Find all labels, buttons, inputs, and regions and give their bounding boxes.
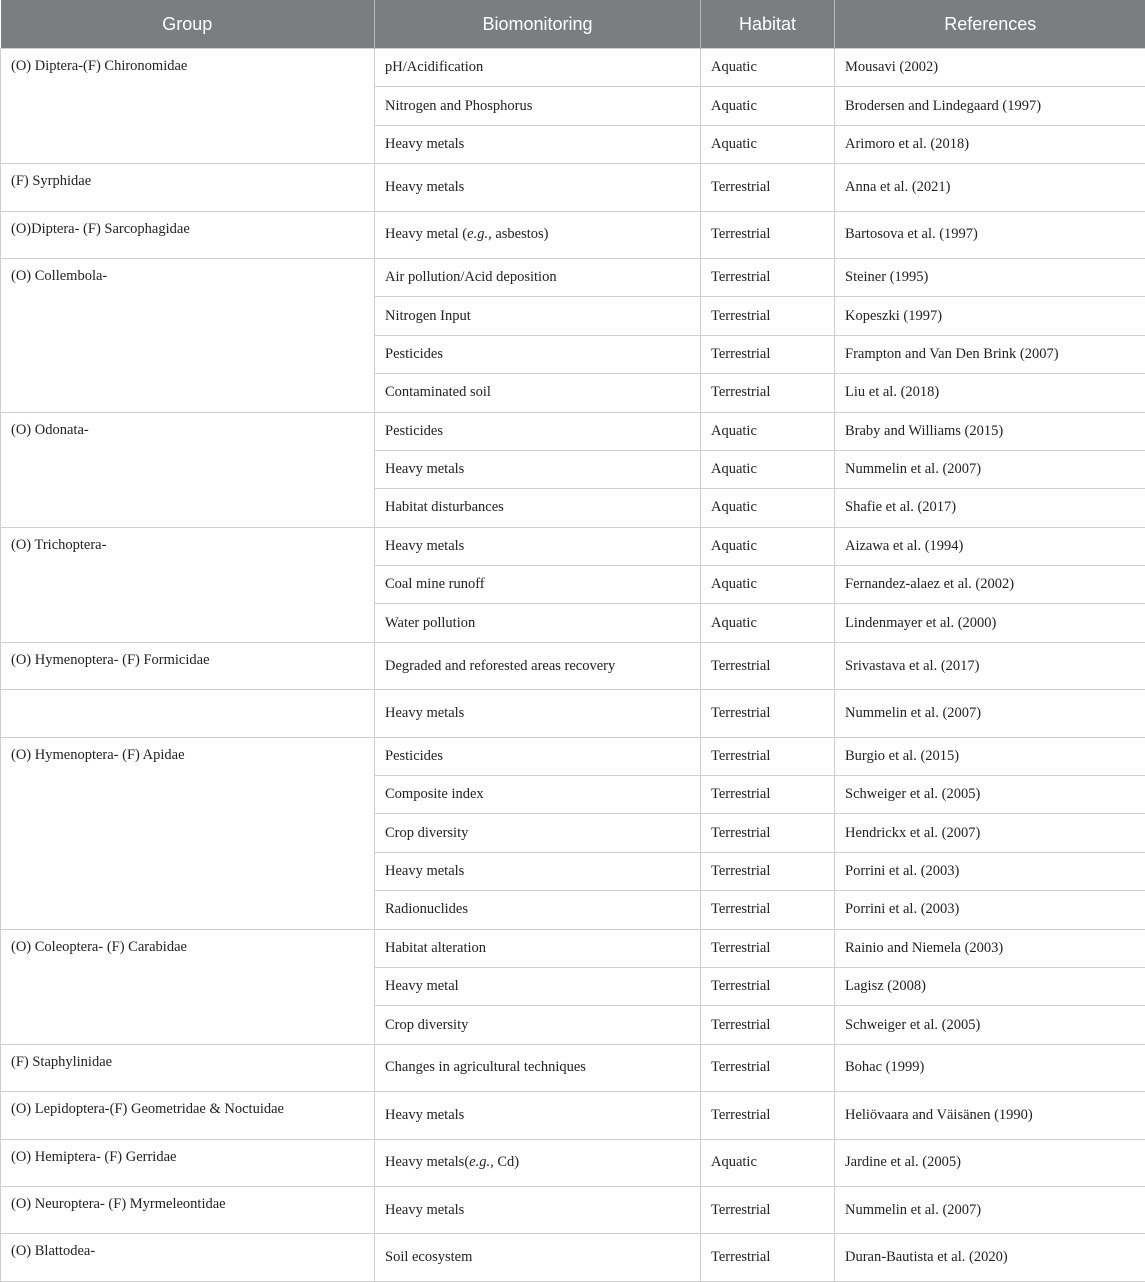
group-cell: (O) Diptera-(F) Chironomidae <box>1 49 375 164</box>
habitat-cell: Aquatic <box>701 489 835 527</box>
header-habitat: Habitat <box>701 0 835 49</box>
group-cell: (O)Diptera- (F) Sarcophagidae <box>1 211 375 258</box>
table-row <box>1 164 1145 211</box>
biomonitoring-cell: Soil ecosystem <box>375 1234 701 1281</box>
table-row <box>1 258 1145 296</box>
reference-cell: Hendrickx et al. (2007) <box>835 814 1145 852</box>
habitat-cell: Terrestrial <box>701 929 835 967</box>
habitat-cell: Terrestrial <box>701 891 835 929</box>
biomonitoring-cell: pH/Acidification <box>375 49 701 87</box>
table-row <box>1 929 1145 967</box>
habitat-cell: Terrestrial <box>701 335 835 373</box>
biomonitoring-cell: Crop diversity <box>375 1006 701 1044</box>
habitat-cell: Terrestrial <box>701 1234 835 1281</box>
table-row <box>1 1044 1145 1091</box>
table-row <box>1 642 1145 689</box>
habitat-cell: Terrestrial <box>701 737 835 775</box>
table-row <box>1 527 1145 565</box>
biomonitoring-text: Heavy metal ( <box>385 226 467 242</box>
habitat-cell: Terrestrial <box>701 258 835 296</box>
reference-cell: Lindenmayer et al. (2000) <box>835 604 1145 642</box>
biomonitoring-cell: Heavy metals <box>375 1092 701 1139</box>
reference-cell: Brodersen and Lindegaard (1997) <box>835 87 1145 125</box>
reference-cell: Heliövaara and Väisänen (1990) <box>835 1092 1145 1139</box>
biomonitoring-cell: Heavy metals <box>375 690 701 737</box>
header-references: References <box>835 0 1145 49</box>
biomonitoring-cell: Radionuclides <box>375 891 701 929</box>
reference-cell: Duran-Bautista et al. (2020) <box>835 1234 1145 1281</box>
reference-cell: Srivastava et al. (2017) <box>835 642 1145 689</box>
table-row <box>1 1234 1145 1281</box>
habitat-cell: Aquatic <box>701 87 835 125</box>
reference-cell: Nummelin et al. (2007) <box>835 690 1145 737</box>
biomonitoring-cell: Pesticides <box>375 335 701 373</box>
reference-cell: Arimoro et al. (2018) <box>835 125 1145 163</box>
habitat-cell: Aquatic <box>701 527 835 565</box>
habitat-cell: Terrestrial <box>701 1044 835 1091</box>
reference-cell: Schweiger et al. (2005) <box>835 1006 1145 1044</box>
biomonitoring-cell: Habitat alteration <box>375 929 701 967</box>
biomonitoring-cell: Pesticides <box>375 737 701 775</box>
biomonitoring-cell: Heavy metals <box>375 164 701 211</box>
biomonitoring-example-abbrev: e.g., <box>469 1154 494 1170</box>
table-row <box>1 1186 1145 1233</box>
reference-cell: Liu et al. (2018) <box>835 374 1145 412</box>
reference-cell: Anna et al. (2021) <box>835 164 1145 211</box>
biomonitoring-cell: Nitrogen Input <box>375 297 701 335</box>
reference-cell: Porrini et al. (2003) <box>835 891 1145 929</box>
reference-cell: Fernandez-alaez et al. (2002) <box>835 566 1145 604</box>
habitat-cell: Terrestrial <box>701 814 835 852</box>
group-cell: (O) Trichoptera- <box>1 527 375 642</box>
group-cell: (O) Odonata- <box>1 412 375 527</box>
habitat-cell: Aquatic <box>701 412 835 450</box>
habitat-cell: Aquatic <box>701 604 835 642</box>
table-row <box>1 211 1145 258</box>
habitat-cell: Terrestrial <box>701 1092 835 1139</box>
biomonitoring-text: Heavy metals( <box>385 1154 469 1170</box>
header-biomonitoring: Biomonitoring <box>375 0 701 49</box>
biomonitoring-cell: Heavy metal <box>375 967 701 1005</box>
reference-cell: Porrini et al. (2003) <box>835 852 1145 890</box>
biomonitoring-cell: Contaminated soil <box>375 374 701 412</box>
biomonitoring-cell: Coal mine runoff <box>375 566 701 604</box>
biomonitoring-cell: Pesticides <box>375 412 701 450</box>
biomonitoring-cell: Changes in agricultural techniques <box>375 1044 701 1091</box>
habitat-cell: Terrestrial <box>701 374 835 412</box>
reference-cell: Bohac (1999) <box>835 1044 1145 1091</box>
table-row <box>1 737 1145 775</box>
habitat-cell: Terrestrial <box>701 852 835 890</box>
biomonitoring-cell: Composite index <box>375 776 701 814</box>
biomonitoring-cell: Habitat disturbances <box>375 489 701 527</box>
habitat-cell: Terrestrial <box>701 164 835 211</box>
biomonitoring-cell: Crop diversity <box>375 814 701 852</box>
group-cell: (O) Lepidoptera-(F) Geometridae & Noctuidae <box>1 1092 375 1139</box>
habitat-cell: Aquatic <box>701 125 835 163</box>
reference-cell: Steiner (1995) <box>835 258 1145 296</box>
reference-cell: Nummelin et al. (2007) <box>835 450 1145 488</box>
biomonitoring-cell: Water pollution <box>375 604 701 642</box>
header-group: Group <box>1 0 375 49</box>
reference-cell: Frampton and Van Den Brink (2007) <box>835 335 1145 373</box>
habitat-cell: Terrestrial <box>701 1186 835 1233</box>
table-row <box>1 1092 1145 1139</box>
habitat-cell: Terrestrial <box>701 642 835 689</box>
reference-cell: Burgio et al. (2015) <box>835 737 1145 775</box>
habitat-cell: Terrestrial <box>701 967 835 1005</box>
habitat-cell: Terrestrial <box>701 690 835 737</box>
reference-cell: Shafie et al. (2017) <box>835 489 1145 527</box>
biomonitoring-text: Cd) <box>494 1154 519 1170</box>
biomonitoring-cell: Air pollution/Acid deposition <box>375 258 701 296</box>
table-header <box>1 0 1145 49</box>
reference-cell: Rainio and Niemela (2003) <box>835 929 1145 967</box>
group-cell: (O) Hymenoptera- (F) Formicidae <box>1 642 375 689</box>
reference-cell: Aizawa et al. (1994) <box>835 527 1145 565</box>
habitat-cell: Aquatic <box>701 1139 835 1186</box>
group-cell: (O) Coleoptera- (F) Carabidae <box>1 929 375 1044</box>
habitat-cell: Aquatic <box>701 566 835 604</box>
group-cell <box>1 690 375 737</box>
biomonitoring-text: asbestos) <box>492 226 549 242</box>
biomonitoring-cell: Heavy metals <box>375 852 701 890</box>
group-cell: (O) Blattodea- <box>1 1234 375 1281</box>
table-body <box>1 49 1145 1282</box>
table-row <box>1 1139 1145 1186</box>
biomonitoring-cell: Nitrogen and Phosphorus <box>375 87 701 125</box>
biomonitoring-cell <box>375 1139 701 1186</box>
habitat-cell: Aquatic <box>701 450 835 488</box>
reference-cell: Kopeszki (1997) <box>835 297 1145 335</box>
group-cell: (O) Neuroptera- (F) Myrmeleontidae <box>1 1186 375 1233</box>
biomonitoring-cell: Heavy metals <box>375 1186 701 1233</box>
reference-cell: Nummelin et al. (2007) <box>835 1186 1145 1233</box>
reference-cell: Schweiger et al. (2005) <box>835 776 1145 814</box>
habitat-cell: Terrestrial <box>701 211 835 258</box>
biomonitoring-cell: Heavy metals <box>375 527 701 565</box>
group-cell: (O) Collembola- <box>1 258 375 412</box>
reference-cell: Braby and Williams (2015) <box>835 412 1145 450</box>
biomonitoring-cell <box>375 211 701 258</box>
header-row <box>1 0 1145 49</box>
table-row <box>1 49 1145 87</box>
biomonitoring-cell: Degraded and reforested areas recovery <box>375 642 701 689</box>
biomonitoring-cell: Heavy metals <box>375 450 701 488</box>
group-cell: (F) Syrphidae <box>1 164 375 211</box>
reference-cell: Jardine et al. (2005) <box>835 1139 1145 1186</box>
biomonitoring-cell: Heavy metals <box>375 125 701 163</box>
group-cell: (O) Hemiptera- (F) Gerridae <box>1 1139 375 1186</box>
habitat-cell: Terrestrial <box>701 776 835 814</box>
table-row <box>1 412 1145 450</box>
habitat-cell: Aquatic <box>701 49 835 87</box>
group-cell: (O) Hymenoptera- (F) Apidae <box>1 737 375 929</box>
group-cell: (F) Staphylinidae <box>1 1044 375 1091</box>
reference-cell: Mousavi (2002) <box>835 49 1145 87</box>
table-row <box>1 690 1145 737</box>
reference-cell: Lagisz (2008) <box>835 967 1145 1005</box>
reference-cell: Bartosova et al. (1997) <box>835 211 1145 258</box>
habitat-cell: Terrestrial <box>701 1006 835 1044</box>
biomonitoring-example-abbrev: e.g., <box>467 226 492 242</box>
habitat-cell: Terrestrial <box>701 297 835 335</box>
